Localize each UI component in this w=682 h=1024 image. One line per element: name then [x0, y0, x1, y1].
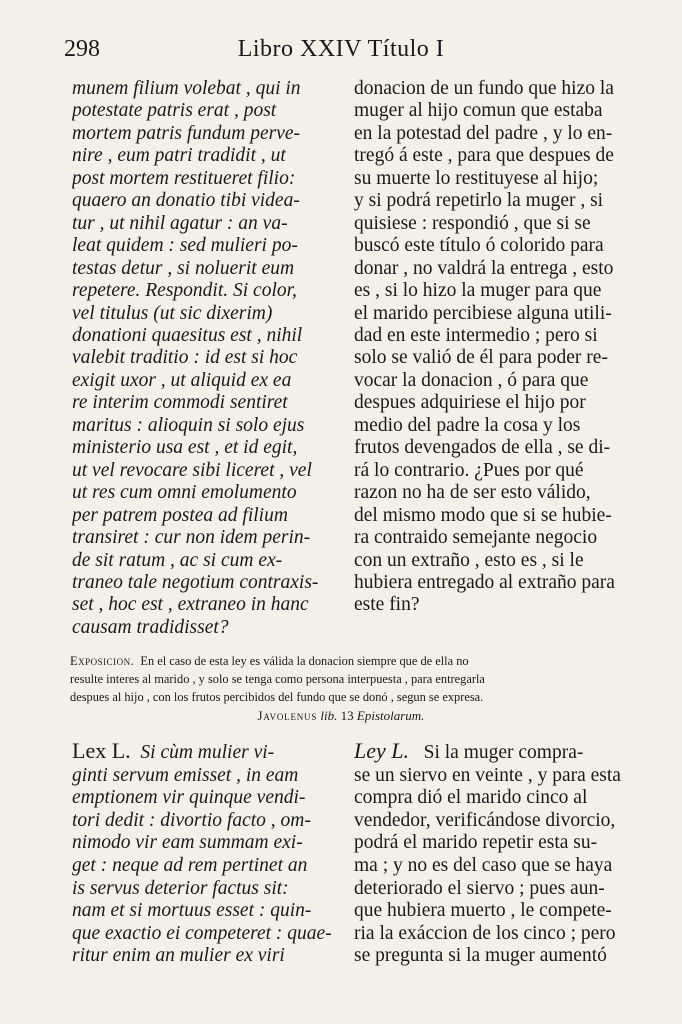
- spanish-line: se pregunta si la muger aumentó: [354, 945, 607, 967]
- spanish-line: podrá el marido repetir esta su-: [354, 832, 598, 854]
- latin-column-section1: [72, 78, 344, 639]
- latin-line: munem filium volebat , qui in: [72, 78, 301, 99]
- latin-column-section2: [72, 740, 344, 968]
- latin-line: ministerio usa est , et id egit,: [72, 437, 298, 459]
- spanish-line: buscó este título ó colorido para: [354, 235, 604, 257]
- law-heading-latin: Lex L.: [72, 740, 131, 763]
- latin-line: quaero an donatio tibi videa-: [72, 190, 300, 212]
- running-title: Libro XXIV Título I: [237, 36, 445, 62]
- spanish-line: compra dió el marido cinco al: [354, 787, 588, 809]
- latin-line: re interim commodi sentiret: [72, 392, 288, 414]
- latin-line: causam tradidisset?: [72, 616, 229, 638]
- source-citation: [0, 708, 682, 724]
- latin-line: ginti servum emisset , in eam: [72, 764, 299, 786]
- spanish-line: con un extraño , esto es , si le: [354, 549, 584, 571]
- spanish-line: este fin?: [354, 594, 420, 616]
- spanish-line: donar , no valdrá la entrega , esto: [354, 257, 614, 279]
- spanish-line: [354, 740, 626, 765]
- page-header: [64, 36, 618, 66]
- spanish-column-section2: [354, 740, 626, 968]
- spanish-line: dad en este intermedio ; pero si: [354, 324, 598, 346]
- latin-line: que exactio ei competeret : quae-: [72, 922, 332, 944]
- latin-line: vel titulus (ut sic dixerim): [72, 302, 273, 324]
- latin-line: ut res cum omni emolumento: [72, 482, 297, 504]
- spanish-line: que hubiera muerto , le compete-: [354, 900, 612, 922]
- spanish-line: ria la exáccion de los cinco ; pero: [354, 922, 616, 944]
- spanish-column-section1: [354, 78, 626, 617]
- latin-line: valebit traditio : id est si hoc: [72, 347, 298, 369]
- spanish-line: vocar la donacion , ó para que: [354, 369, 589, 391]
- spanish-line: tregó á este , para que despues de: [354, 145, 614, 167]
- spanish-line: frutos devengados de ella , se di-: [354, 437, 611, 459]
- exposition-note: [70, 652, 622, 707]
- spanish-line: quisiese : respondió , que si se: [354, 212, 591, 234]
- latin-line: maritus : alioquin si solo ejus: [72, 414, 305, 436]
- spanish-line: ra contraido semejante negocio: [354, 527, 598, 549]
- spanish-line: razon no ha de ser esto válido,: [354, 482, 591, 504]
- spanish-line: solo se valió de él para poder re-: [354, 347, 608, 369]
- latin-line: ut vel revocare sibi liceret , vel: [72, 459, 312, 481]
- source-work: Epistolarum.: [356, 708, 425, 723]
- latin-line: leat quidem : sed mulieri po-: [72, 235, 298, 257]
- spanish-line: despues adquiriese el hijo por: [354, 392, 586, 414]
- latin-line: per patrem postea ad filium: [72, 504, 288, 526]
- spanish-line: es , si lo hizo la muger para que: [354, 280, 602, 302]
- spanish-line: muger al hijo comun que estaba: [354, 100, 603, 122]
- latin-line: testas detur , si noluerit eum: [72, 257, 295, 279]
- latin-line: tori dedit : divortio facto , om-: [72, 809, 311, 831]
- latin-line: ritur enim an mulier ex viri: [72, 945, 285, 967]
- latin-line: emptionem vir quinque vendi-: [72, 787, 306, 809]
- latin-line: donationi quaesitus est , nihil: [72, 324, 303, 346]
- latin-line: [72, 740, 344, 765]
- latin-line: nimodo vir eam summam exi-: [72, 832, 303, 854]
- latin-line: traneo tale negotium contraxis-: [72, 571, 319, 593]
- latin-line: nam et si mortuus esset : quin-: [72, 900, 312, 922]
- spanish-line: hubiera entregado al extraño para: [354, 571, 615, 593]
- latin-line: set , hoc est , extraneo in hanc: [72, 594, 309, 616]
- latin-line: tur , ut nihil agatur : an va-: [72, 212, 288, 234]
- latin-line: mortem patris fundum perve-: [72, 122, 301, 144]
- law-heading-spanish: Ley L.: [354, 740, 409, 763]
- latin-line: transiret : cur non idem perin-: [72, 527, 311, 549]
- latin-line: is servus deterior factus sit:: [72, 877, 289, 899]
- latin-line: post mortem restitueret filio:: [72, 167, 296, 189]
- latin-line: repetere. Respondit. Si color,: [72, 280, 297, 302]
- spanish-line: medio del padre la cosa y los: [354, 414, 581, 436]
- latin-line: exigit uxor , ut aliquid ex ea: [72, 369, 292, 391]
- latin-line: potestate patris erat , post: [72, 100, 277, 122]
- spanish-line: el marido percibiese alguna utili-: [354, 302, 612, 324]
- source-author: Javolenus: [257, 708, 318, 723]
- spanish-line: rá lo contrario. ¿Pues por qué: [354, 459, 584, 481]
- spanish-line: en la potestad del padre , y lo en-: [354, 122, 613, 144]
- page-number: 298: [64, 36, 100, 62]
- latin-line: de sit ratum , ac si cum ex-: [72, 549, 283, 571]
- latin-line: nire , eum patri tradidit , ut: [72, 145, 286, 167]
- note-label: Exposicion.: [70, 654, 135, 668]
- source-num: 13: [340, 708, 354, 723]
- spanish-line: su muerte lo restituyese al hijo;: [354, 167, 599, 189]
- spanish-line: ma ; y no es del caso que se haya: [354, 854, 613, 876]
- source-lib: lib.: [320, 708, 338, 723]
- latin-first-text: Si cùm mulier vi-: [140, 742, 275, 763]
- spanish-line: y si podrá repetirlo la muger , si: [354, 190, 604, 212]
- spanish-line: del mismo modo que si se hubie-: [354, 504, 612, 526]
- note-line: resulte interes al marido , y solo se tenga como persona interpuesta , para entregarla: [70, 672, 485, 687]
- note-text: En el caso de esta ley es válida la donacion siempre que de ella no: [140, 654, 469, 668]
- latin-line: get : neque ad rem pertinet an: [72, 854, 308, 876]
- note-line: [70, 652, 622, 670]
- spanish-line: se un siervo en veinte , y para esta: [354, 764, 621, 786]
- note-line: despues al hijo , con los frutos percibidos del fundo que se donó , segun se expresa.: [70, 690, 484, 705]
- spanish-line: vendedor, verificándose divorcio,: [354, 809, 616, 831]
- spanish-first-text: Si la muger compra-: [423, 742, 584, 763]
- spanish-line: donacion de un fundo que hizo la: [354, 78, 614, 99]
- spanish-line: deteriorado el siervo ; pues aun-: [354, 877, 605, 899]
